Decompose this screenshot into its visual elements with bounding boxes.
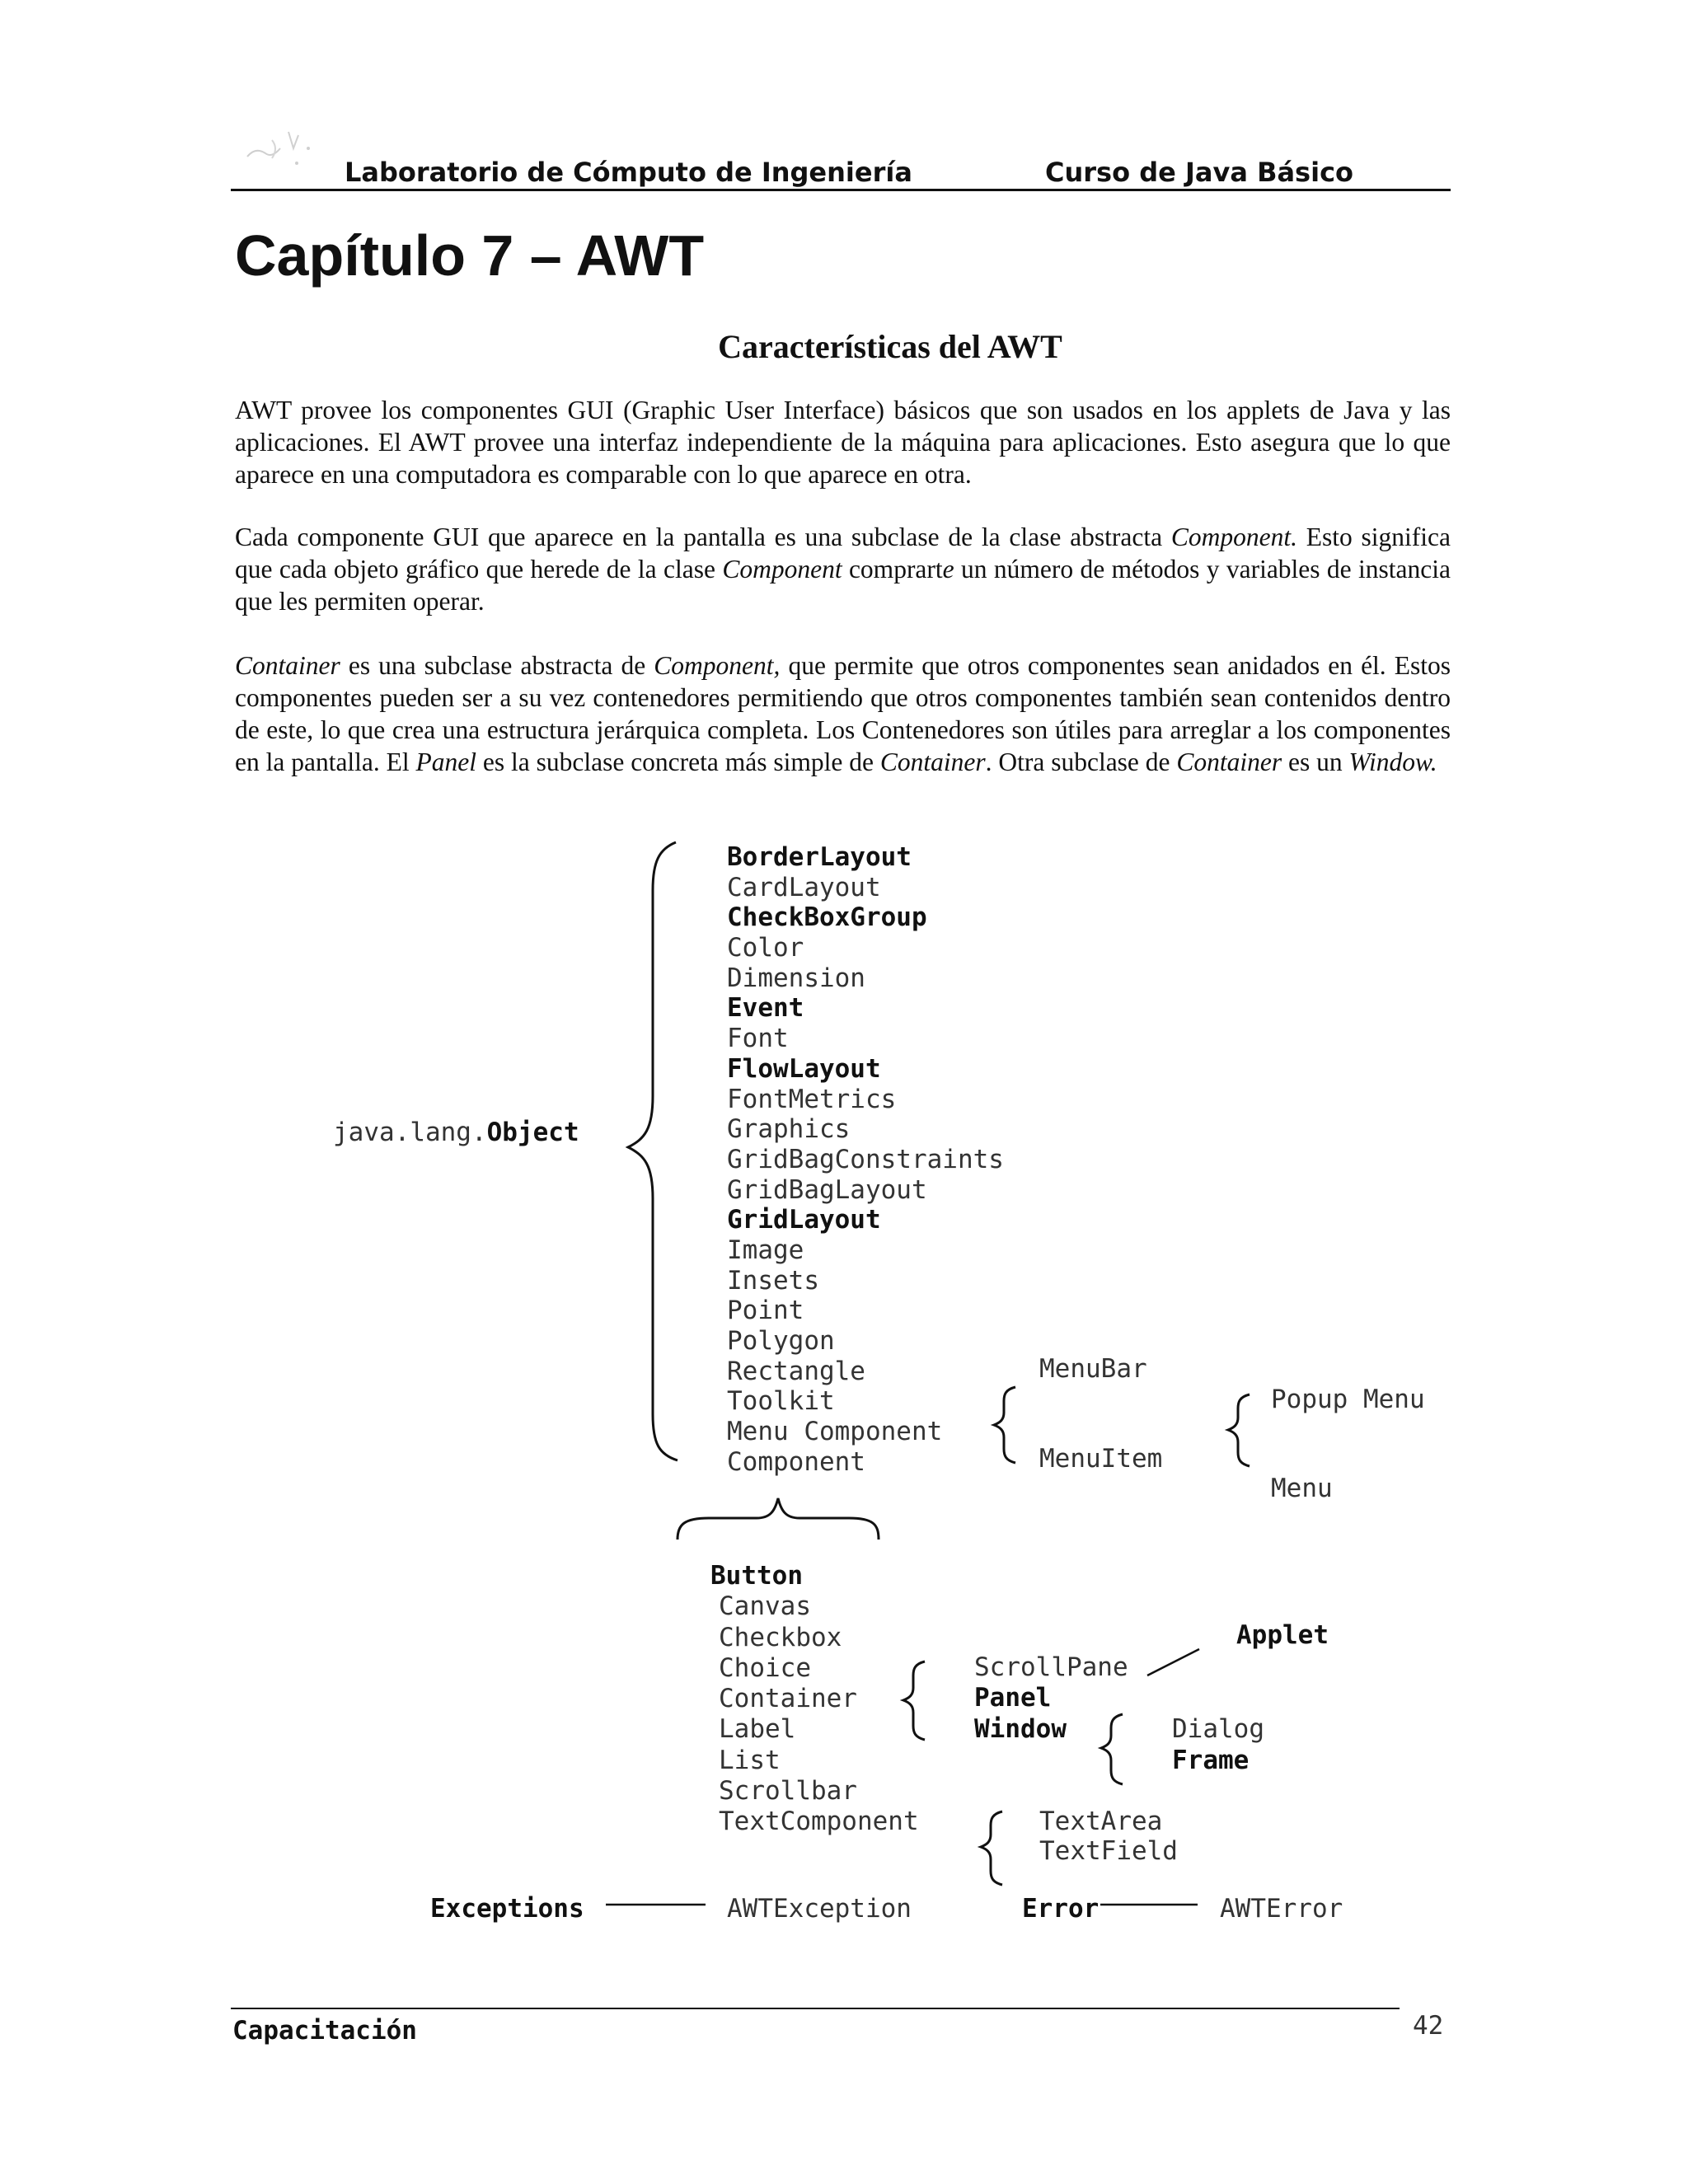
scrollpane-node: ScrollPane bbox=[974, 1652, 1128, 1682]
paragraph-container: Container es una subclase abstracta de Component, que permite que otros componentes sean anidados en él. Estos componentes pueden ser a su vez contenedores permitiendo que otros componentes también sean contenidos dentro de este, lo que crea una estructura jerárquica completa. Los Contenedores son útiles para arreglar a los componentes en la pantalla. El Panel es la subclase concreta más simple de Container. Otra subclase de Container es un Window. bbox=[235, 651, 1451, 776]
class-node-point: Point bbox=[727, 1296, 804, 1326]
class-node-button: Button bbox=[710, 1561, 803, 1591]
object-children-list bbox=[727, 842, 1004, 1477]
class-node-canvas: Canvas bbox=[719, 1591, 811, 1622]
class-node-dimension: Dimension bbox=[727, 963, 865, 993]
class-node-rectangle: Rectangle bbox=[727, 1356, 865, 1386]
class-node-fontmetrics: FontMetrics bbox=[727, 1084, 897, 1114]
textfield-node: TextField bbox=[1039, 1836, 1178, 1866]
component-children-list bbox=[710, 1561, 919, 1838]
class-node-event: Event bbox=[727, 993, 804, 1024]
class-node-graphics: Graphics bbox=[727, 1114, 851, 1145]
class-node-font: Font bbox=[727, 1024, 789, 1054]
header-right-text: Curso de Java Básico bbox=[1045, 157, 1354, 188]
dialog-node: Dialog bbox=[1172, 1714, 1264, 1744]
menu-item-brace bbox=[1228, 1394, 1250, 1466]
applet-node: Applet bbox=[1236, 1620, 1329, 1650]
class-node-image: Image bbox=[727, 1235, 804, 1265]
class-node-list: List bbox=[719, 1745, 781, 1775]
popup-menu-node: Popup Menu bbox=[1271, 1385, 1425, 1414]
awterror-node: AWTError bbox=[1220, 1894, 1343, 1924]
header-left-text: Laboratorio de Cómputo de Ingeniería bbox=[345, 157, 912, 188]
object-brace bbox=[628, 842, 678, 1460]
class-node-borderlayout: BorderLayout bbox=[727, 842, 912, 872]
textarea-node: TextArea bbox=[1039, 1807, 1163, 1836]
class-node-checkbox: Checkbox bbox=[719, 1622, 842, 1652]
window-node: Window bbox=[974, 1714, 1067, 1744]
menubar-node: MenuBar bbox=[1039, 1354, 1147, 1384]
class-node-cardlayout: CardLayout bbox=[727, 872, 881, 902]
paragraph-component: Cada componente GUI que aparece en la pantalla es una subclase de la clase abstracta Component. Esto significa que cada objeto gráfico que herede de la clase Component comprarte un número de métodos y variables de instancia que les permiten operar. bbox=[235, 523, 1451, 616]
class-node-container: Container bbox=[719, 1684, 857, 1714]
class-node-polygon: Polygon bbox=[727, 1326, 835, 1356]
class-node-checkboxgroup: CheckBoxGroup bbox=[727, 902, 927, 933]
class-node-menu-component: Menu Component bbox=[727, 1417, 943, 1447]
awtexception-node: AWTException bbox=[727, 1894, 912, 1924]
root-object-node: java.lang.Object bbox=[333, 1118, 579, 1147]
menuitem-node: MenuItem bbox=[1039, 1444, 1163, 1474]
class-node-textcomponent: TextComponent bbox=[719, 1807, 919, 1837]
class-node-gridbagconstraints: GridBagConstraints bbox=[727, 1144, 1004, 1174]
class-node-choice: Choice bbox=[719, 1652, 811, 1683]
class-node-toolkit: Toolkit bbox=[727, 1386, 835, 1417]
menu-node: Menu bbox=[1271, 1474, 1333, 1503]
class-node-insets: Insets bbox=[727, 1265, 819, 1296]
class-node-component: Component bbox=[727, 1446, 865, 1477]
section-title: Características del AWT bbox=[718, 328, 1062, 365]
footer-rule bbox=[231, 2008, 1400, 2009]
class-node-gridbaglayout: GridBagLayout bbox=[727, 1174, 927, 1205]
applet-connector bbox=[1147, 1649, 1199, 1675]
error-node: Error bbox=[1022, 1894, 1100, 1924]
frame-node: Frame bbox=[1172, 1746, 1250, 1775]
class-node-scrollbar: Scrollbar bbox=[719, 1776, 857, 1807]
footer-text: Capacitación bbox=[232, 2016, 417, 2046]
paragraph-intro: AWT provee los componentes GUI (Graphic User Interface) básicos que son usados en los applets de Java y las aplicaciones. El AWT provee una interfaz independiente de la máquina para aplicaciones. Esto asegura que lo que aparece en una computadora es comparable con lo que aparece en otra. bbox=[235, 396, 1451, 489]
class-node-flowlayout: FlowLayout bbox=[727, 1053, 881, 1084]
class-node-color: Color bbox=[727, 933, 804, 963]
chapter-title: Capítulo 7 – AWT bbox=[235, 223, 705, 288]
component-brace bbox=[678, 1498, 879, 1540]
text-component-brace bbox=[981, 1811, 1002, 1885]
class-node-gridlayout: GridLayout bbox=[727, 1205, 881, 1235]
exceptions-node: Exceptions bbox=[430, 1894, 584, 1924]
window-brace bbox=[1101, 1714, 1123, 1784]
class-node-label: Label bbox=[719, 1714, 796, 1745]
page-number: 42 bbox=[1413, 2011, 1444, 2041]
panel-node: Panel bbox=[974, 1683, 1052, 1713]
